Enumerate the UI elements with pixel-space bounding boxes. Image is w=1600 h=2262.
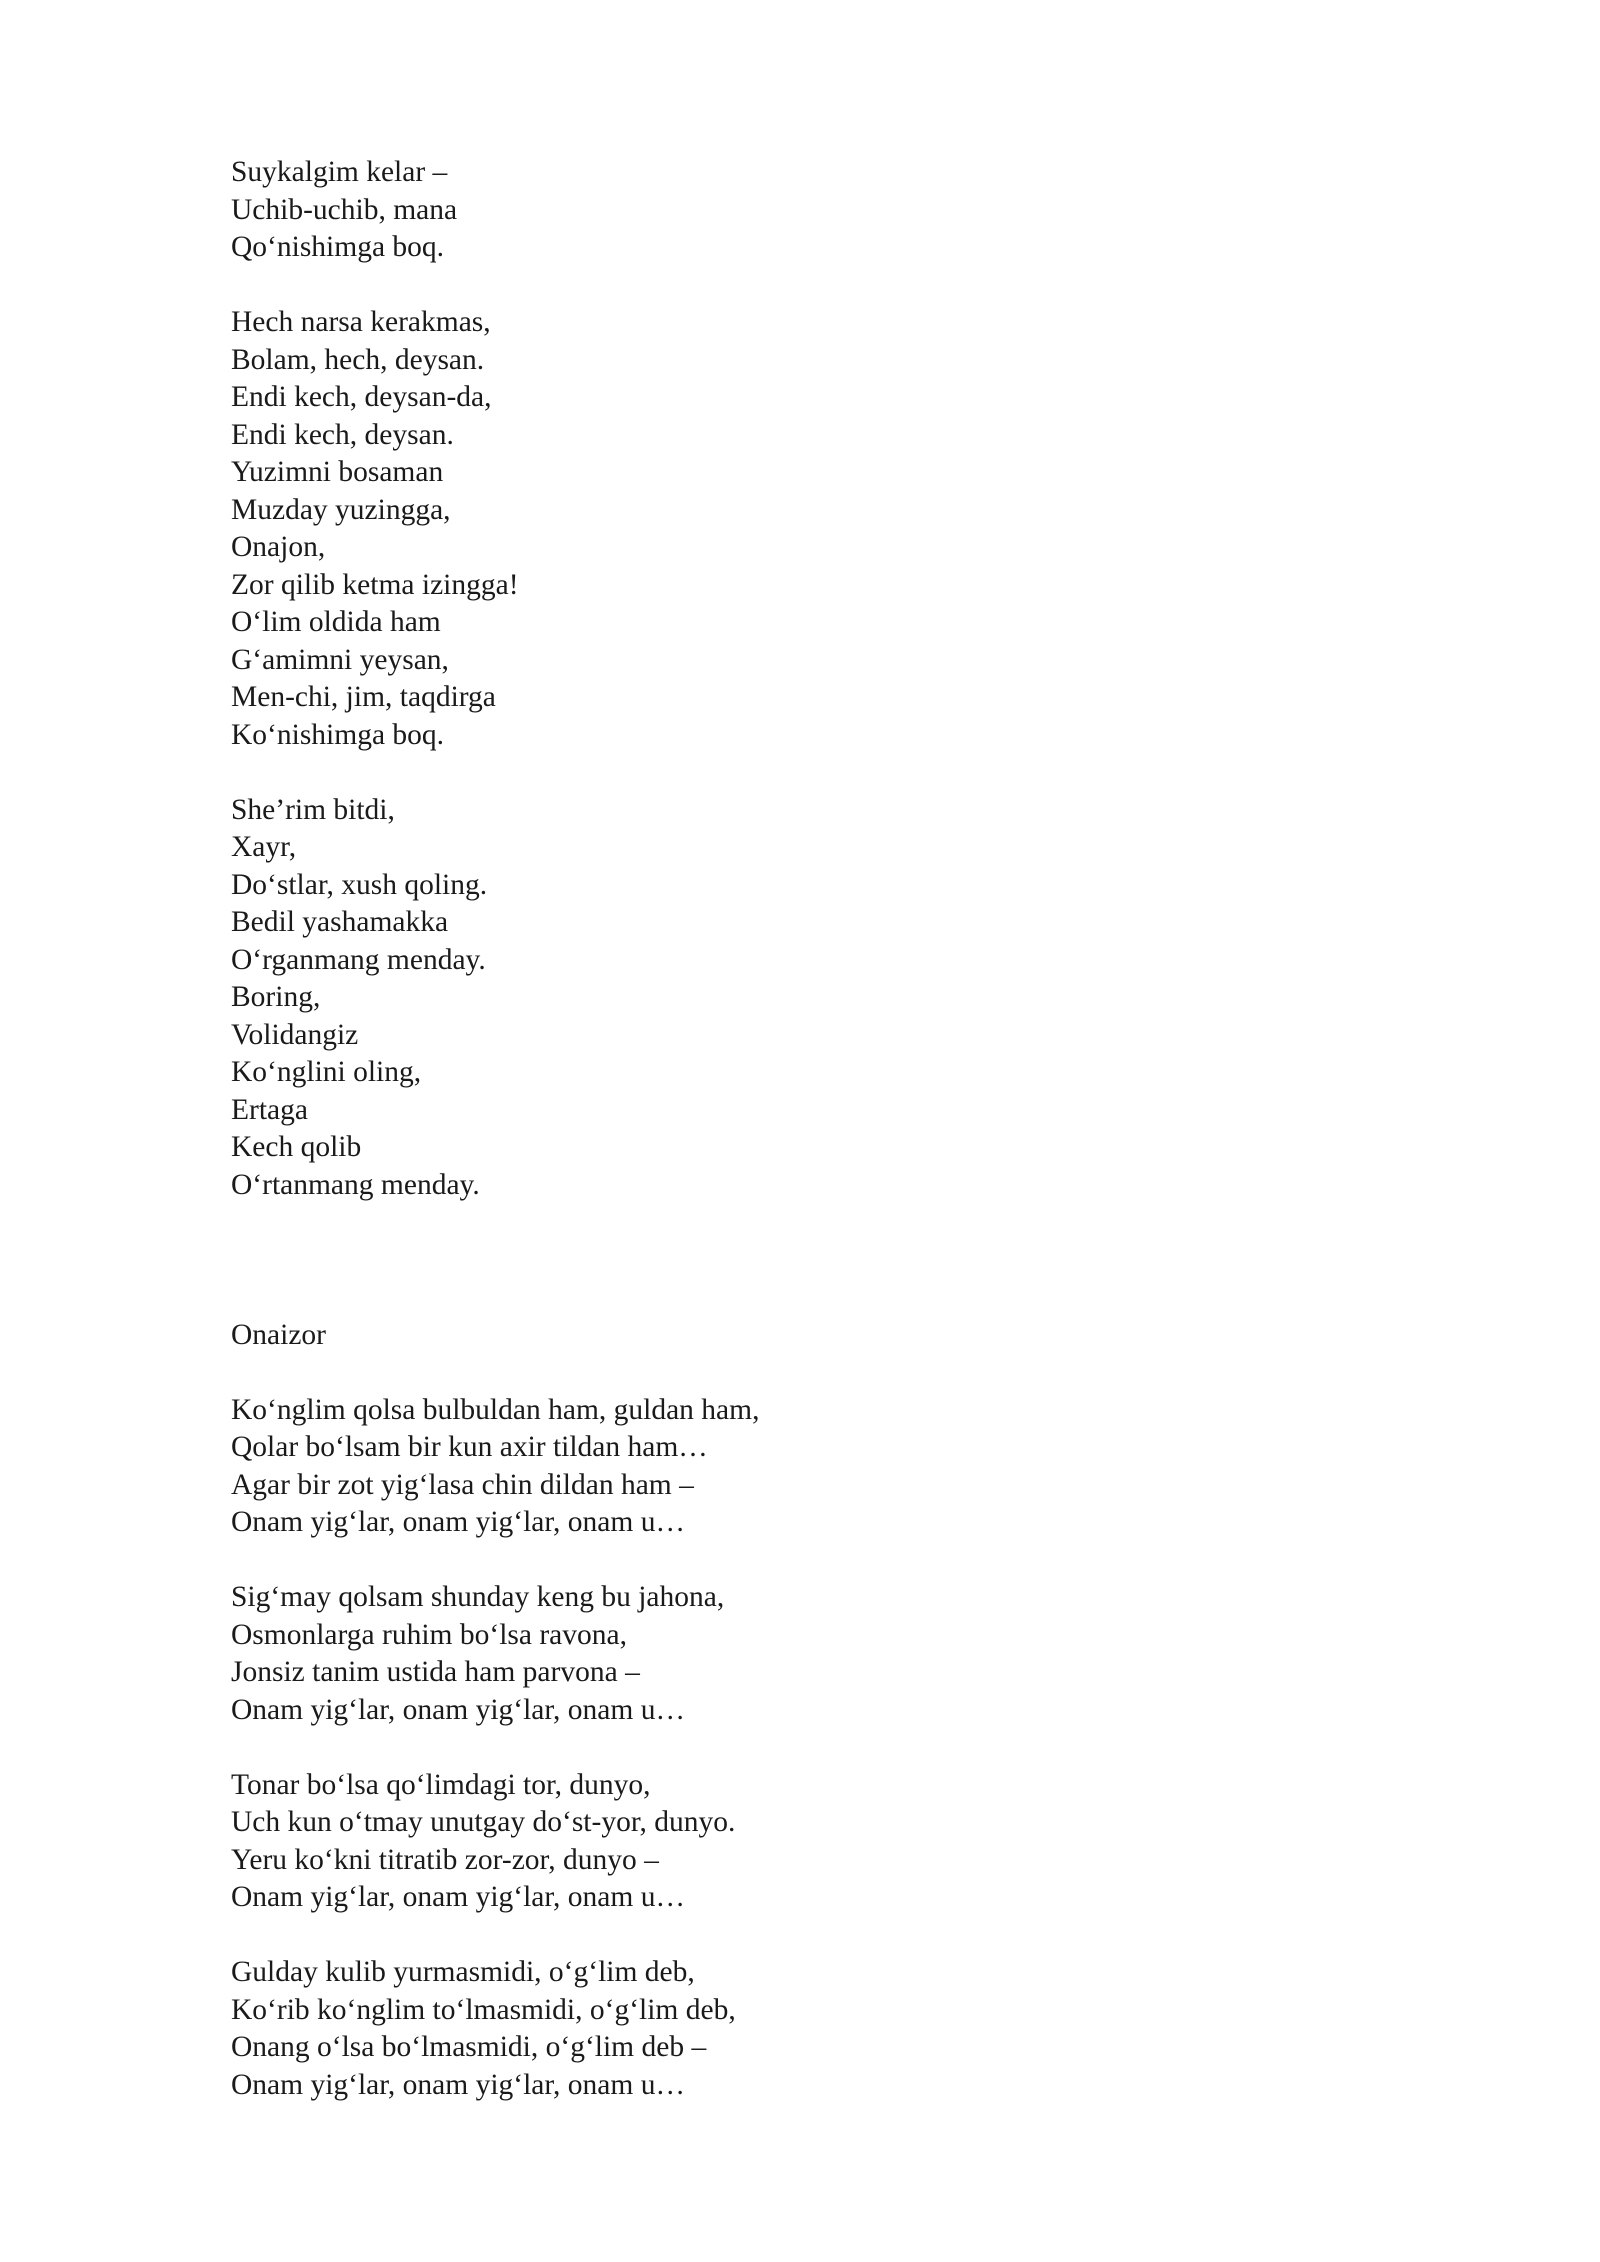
section-gap (231, 1242, 1431, 1317)
poem-line: Muzday yuzingga, (231, 493, 451, 526)
poem-line: Endi kech, deysan-da, (231, 381, 492, 413)
poem-line: Onajon, (231, 531, 326, 563)
poem-line: Hech narsa kerakmas, (231, 306, 491, 338)
poem-line: Ko‘rib ko‘nglim to‘lmasmidi, o‘g‘lim deb, (231, 1993, 736, 2026)
poem-text (231, 154, 1431, 2142)
poem-line: Men-chi, jim, taqdirga (231, 681, 496, 713)
poem-title: Onaizor (231, 1318, 327, 1351)
poem-line: Yuzimni bosaman (231, 456, 444, 488)
poem-line: Osmonlarga ruhim bo‘lsa ravona, (231, 1618, 627, 1651)
stanza (231, 1579, 1431, 1729)
poem-line: Yeru ko‘kni titratib zor-zor, dunyo – (231, 1843, 659, 1876)
poem-line: Tonar bo‘lsa qo‘limdagi tor, dunyo, (231, 1768, 651, 1801)
poem-line: Ko‘nglini oling, (231, 1056, 422, 1088)
poem-line: Uchib-uchib, mana (231, 193, 458, 226)
poem-line: Gulday kulib yurmasmidi, o‘g‘lim deb, (231, 1956, 695, 1988)
poem-line: Ko‘nglim qolsa bulbuldan ham, guldan ham, (231, 1393, 760, 1426)
stanza (231, 304, 1431, 754)
stanza (231, 1954, 1431, 2104)
poem-line: Bedil yashamakka (231, 906, 449, 938)
poem-line: Suykalgim kelar – (231, 156, 448, 188)
poem-line: Onam yig‘lar, onam yig‘lar, onam u… (231, 2068, 685, 2101)
poem-line: Ko‘nishimga boq. (231, 718, 445, 751)
stanza (231, 1767, 1431, 1917)
poem-line: Endi kech, deysan. (231, 418, 454, 451)
poem-line: Qolar bo‘lsam bir kun axir tildan ham… (231, 1431, 708, 1463)
poem-line: Uch kun o‘tmay unutgay do‘st-yor, dunyo. (231, 1806, 736, 1838)
poem-line: Onam yig‘lar, onam yig‘lar, onam u… (231, 1693, 685, 1726)
poem-line: Jonsiz tanim ustida ham parvona – (231, 1656, 640, 1688)
poem-line: Onam yig‘lar, onam yig‘lar, onam u… (231, 1506, 685, 1538)
poem-line: Boring, (231, 981, 321, 1013)
poem-line: O‘rtanmang menday. (231, 1168, 480, 1201)
poem-line: Ertaga (231, 1093, 308, 1126)
poem-line: Kech qolib (231, 1131, 362, 1163)
poem-line: Volidangiz (231, 1018, 359, 1051)
poem-line: Do‘stlar, xush qoling. (231, 868, 488, 901)
poem-line: Onang o‘lsa bo‘lmasmidi, o‘g‘lim deb – (231, 2031, 707, 2063)
stanza (231, 154, 1431, 267)
poem-line: O‘lim oldida ham (231, 606, 441, 638)
poem-line: O‘rganmang menday. (231, 943, 486, 976)
poem-line: Xayr, (231, 831, 297, 863)
poem-line: She’rim bitdi, (231, 793, 395, 826)
stanza (231, 1392, 1431, 1542)
poem-title-block (231, 1317, 1431, 1355)
poem-line: Sig‘may qolsam shunday keng bu jahona, (231, 1581, 725, 1613)
poem-line: Agar bir zot yig‘lasa chin dildan ham – (231, 1468, 694, 1501)
poem-line: Onam yig‘lar, onam yig‘lar, onam u… (231, 1881, 685, 1913)
poem-line: G‘amimni yeysan, (231, 643, 449, 676)
poem-line: Qo‘nishimga boq. (231, 231, 445, 263)
stanza (231, 792, 1431, 1205)
poem-line: Bolam, hech, deysan. (231, 343, 485, 376)
poem-line: Zor qilib ketma izingga! (231, 568, 519, 601)
